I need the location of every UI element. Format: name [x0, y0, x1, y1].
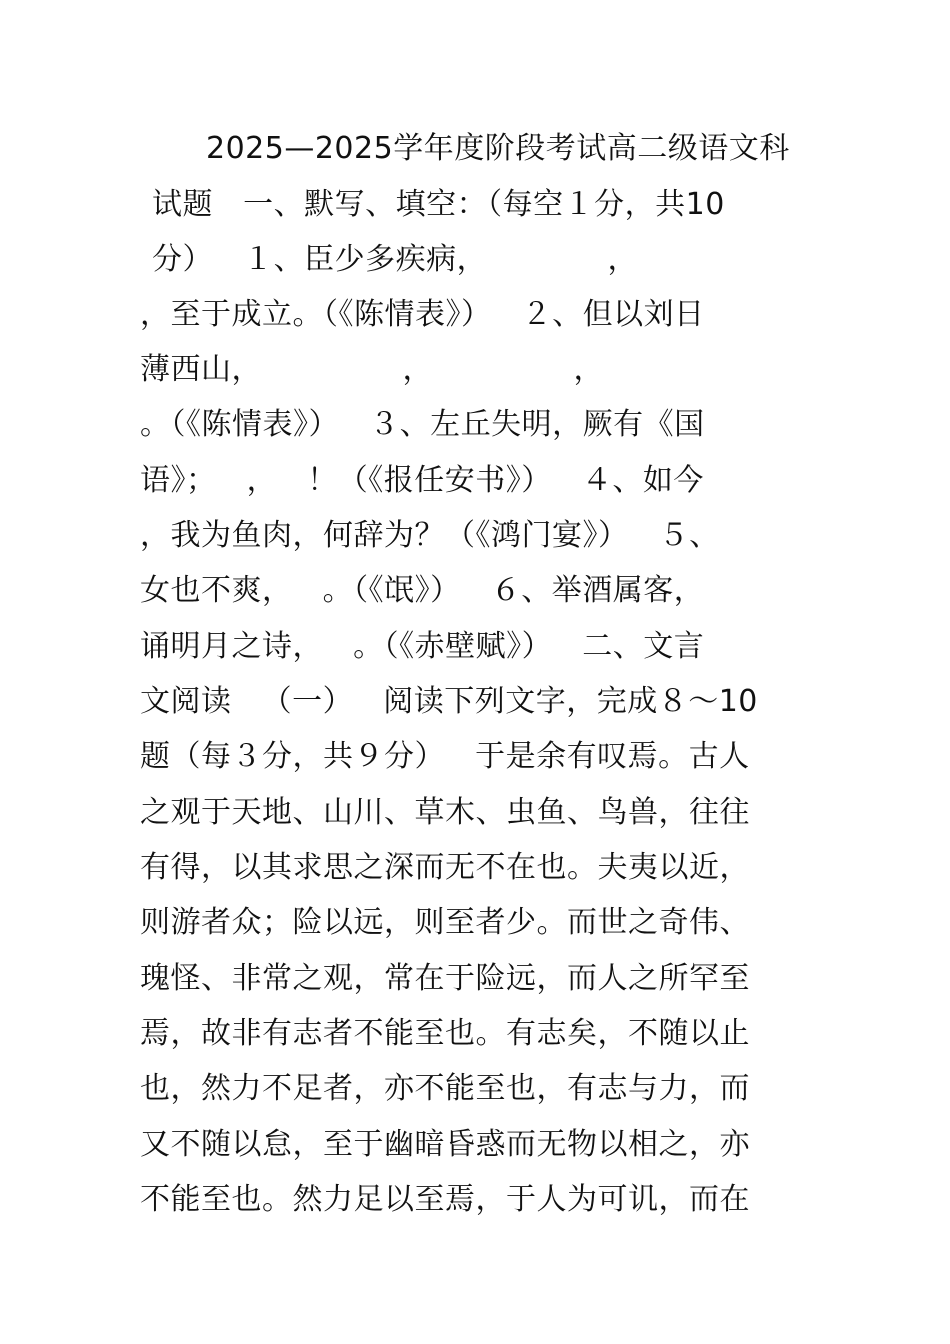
text-line: 女也不爽， 。（《氓》） ６、举酒属客， — [140, 573, 705, 608]
text-line: 分） １、臣少多疾病， ， — [152, 242, 639, 277]
text-line: 不能至也。然力足以至焉，于人为可讥，而在 — [140, 1182, 750, 1217]
text-line: 题（每３分，共９分） 于是余有叹焉。古人 — [140, 739, 750, 774]
text-line: 则游者众；险以远，则至者少。而世之奇伟、 — [140, 905, 750, 940]
text-line: 试题 一、默写、填空：（每空１分，共10 — [152, 187, 725, 222]
text-line: 瑰怪、非常之观，常在于险远，而人之所罕至 — [140, 961, 750, 996]
text-line: 语》； ， ！（《报任安书》） ４、如今 — [140, 463, 704, 498]
text-line: 诵明月之诗， 。（《赤壁赋》） 二、文言 — [140, 629, 705, 664]
text-line: 之观于天地、山川、草木、虫鱼、鸟兽，往往 — [140, 795, 750, 830]
exam-title-line: 2025—2025学年度阶段考试高二级语文科 — [206, 131, 790, 166]
text-line: 。（《陈情表》） ３、左丘失明，厥有《国 — [140, 407, 705, 442]
text-line: 文阅读 （一） 阅读下列文字，完成８～10 — [140, 684, 758, 719]
text-line: 有得，以其求思之深而无不在也。夫夷以近， — [140, 850, 750, 885]
text-line: ，我为鱼肉，何辞为？（《鸿门宴》） ５、 — [140, 518, 720, 553]
text-line: 又不随以怠，至于幽暗昏惑而无物以相之，亦 — [140, 1127, 750, 1162]
text-line: 焉，故非有志者不能至也。有志矣，不随以止 — [140, 1016, 750, 1051]
text-line: 薄西山， ， ， — [140, 352, 605, 387]
text-line: ，至于成立。（《陈情表》） ２、但以刘日 — [140, 297, 705, 332]
text-line: 也，然力不足者，亦不能至也，有志与力，而 — [140, 1071, 750, 1106]
